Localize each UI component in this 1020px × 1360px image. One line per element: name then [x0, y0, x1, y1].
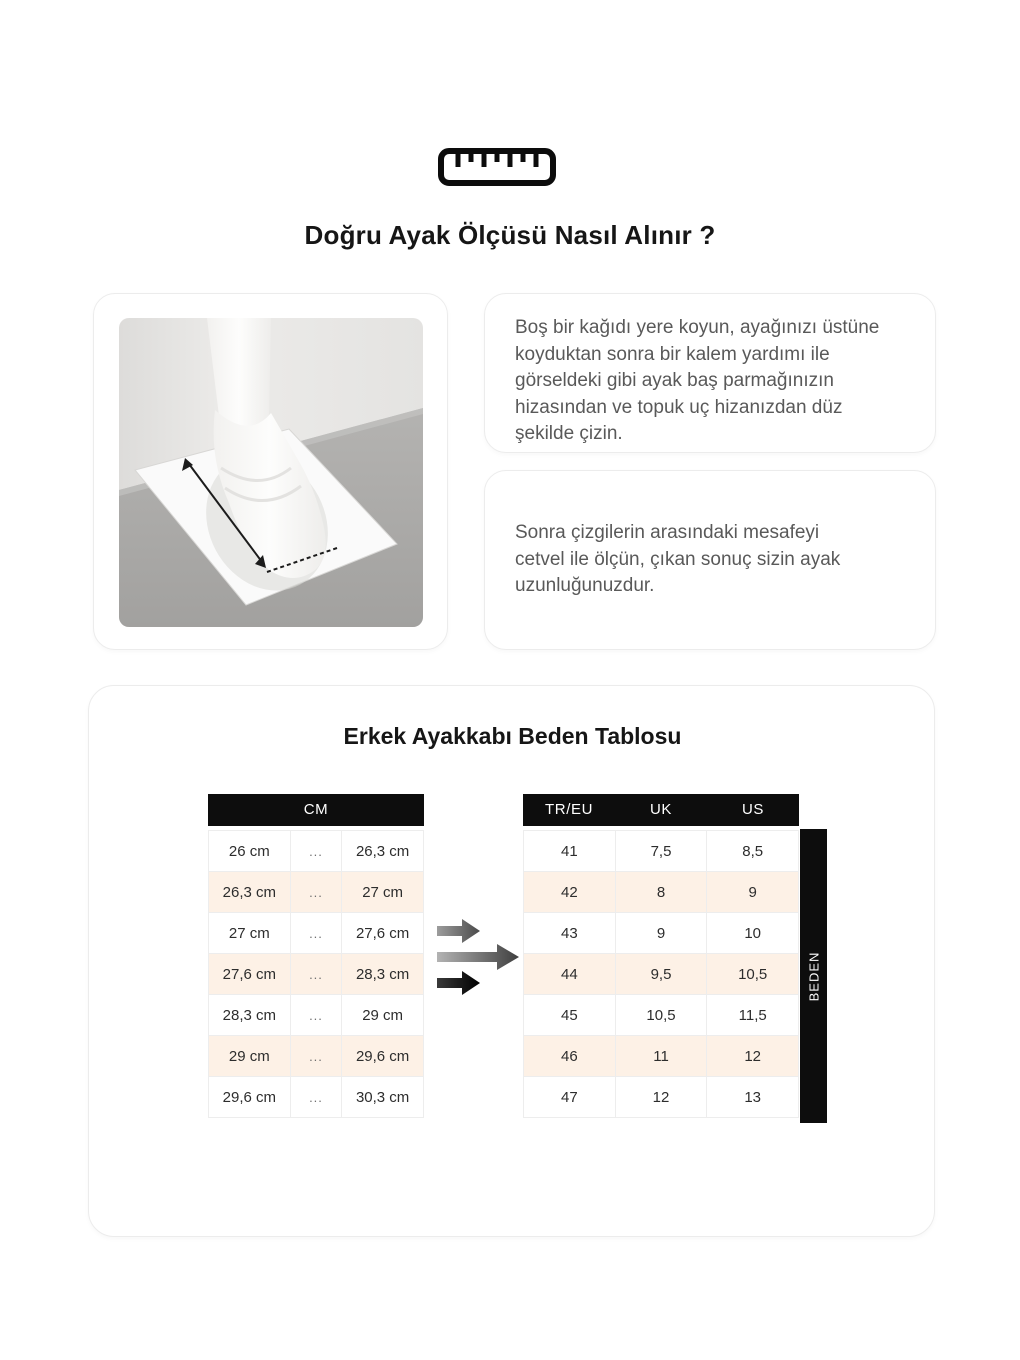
table-cell: 27,6 cm — [342, 913, 424, 954]
table-row — [209, 1077, 424, 1118]
table-cell: 27 cm — [209, 913, 291, 954]
table-cell: 28,3 cm — [342, 954, 424, 995]
table-cell: 27 cm — [342, 872, 424, 913]
cm-table-body — [208, 830, 424, 1118]
table-row — [209, 954, 424, 995]
table-row — [524, 954, 799, 995]
table-cell: ... — [291, 995, 343, 1036]
table-cell: 29,6 cm — [342, 1036, 424, 1077]
photo-card — [93, 293, 448, 650]
table-row — [524, 913, 799, 954]
table-cell: 29 cm — [209, 1036, 291, 1077]
table-row — [209, 913, 424, 954]
table-cell: 43 — [524, 913, 616, 954]
size-chart-section — [88, 685, 935, 1237]
foot-measurement-photo — [119, 318, 423, 627]
table-row — [209, 995, 424, 1036]
table-cell: 8,5 — [707, 831, 799, 872]
cm-table-header — [208, 794, 424, 826]
table-cell: 9 — [707, 872, 799, 913]
table-cell: 10,5 — [616, 995, 708, 1036]
column-header-uk: UK — [649, 801, 673, 818]
beden-side-label: BEDEN — [800, 829, 827, 1123]
international-size-table — [523, 794, 799, 1118]
table-cell: 41 — [524, 831, 616, 872]
table-row — [524, 872, 799, 913]
table-cell: 26,3 cm — [209, 872, 291, 913]
table-cell: 10,5 — [707, 954, 799, 995]
table-cell: 29,6 cm — [209, 1077, 291, 1118]
table-cell: 9 — [616, 913, 708, 954]
table-row — [524, 1077, 799, 1118]
instruction-step-2: Sonra çizgilerin arasındaki mesafeyi cetvel ile ölçün, çıkan sonuç sizin ayak uzunluğunuzdur. — [515, 522, 841, 597]
table-cell: 11 — [616, 1036, 708, 1077]
table-cell: 42 — [524, 872, 616, 913]
table-cell: 46 — [524, 1036, 616, 1077]
transfer-arrows-icon — [435, 914, 527, 1000]
table-cell: 30,3 cm — [342, 1077, 424, 1118]
table-cell: 13 — [707, 1077, 799, 1118]
table-cell: 9,5 — [616, 954, 708, 995]
size-table-body — [523, 830, 799, 1118]
table-cell: ... — [291, 831, 343, 872]
table-row — [524, 1036, 799, 1077]
table-row — [524, 831, 799, 872]
table-cell: 7,5 — [616, 831, 708, 872]
table-cell: 27,6 cm — [209, 954, 291, 995]
instruction-step-1: Boş bir kağıdı yere koyun, ayağınızı üstüne koyduktan sonra bir kalem yardımı ile görseldeki gibi ayak baş parmağınızın hizasından ve topuk uç hizanızdan düz şekilde çizin. — [515, 317, 880, 444]
cm-size-table — [208, 794, 424, 1118]
table-cell: 10 — [707, 913, 799, 954]
table-cell: ... — [291, 954, 343, 995]
size-chart-title: Erkek Ayakkabı Beden Tablosu — [343, 723, 682, 749]
page-title: Doğru Ayak Ölçüsü Nasıl Alınır ? — [304, 220, 716, 250]
table-cell: 44 — [524, 954, 616, 995]
table-row — [209, 872, 424, 913]
table-cell: ... — [291, 913, 343, 954]
table-row — [209, 831, 424, 872]
instruction-card-1 — [484, 293, 936, 453]
table-cell: 28,3 cm — [209, 995, 291, 1036]
table-cell: ... — [291, 1036, 343, 1077]
table-cell: 29 cm — [342, 995, 424, 1036]
column-header-tr-eu: TR/EU — [545, 801, 593, 818]
table-cell: ... — [291, 1077, 343, 1118]
instruction-card-2 — [484, 470, 936, 650]
table-row — [524, 995, 799, 1036]
ruler-icon — [437, 147, 557, 187]
table-cell: 12 — [616, 1077, 708, 1118]
table-cell: 45 — [524, 995, 616, 1036]
table-cell: 12 — [707, 1036, 799, 1077]
table-cell: 26 cm — [209, 831, 291, 872]
size-table-header — [523, 794, 799, 826]
table-cell: ... — [291, 872, 343, 913]
table-cell: 47 — [524, 1077, 616, 1118]
table-cell: 11,5 — [707, 995, 799, 1036]
table-row — [209, 1036, 424, 1077]
table-cell: 26,3 cm — [342, 831, 424, 872]
column-header-us: US — [741, 801, 765, 818]
table-cell: 8 — [616, 872, 708, 913]
column-header: CM — [303, 801, 329, 818]
